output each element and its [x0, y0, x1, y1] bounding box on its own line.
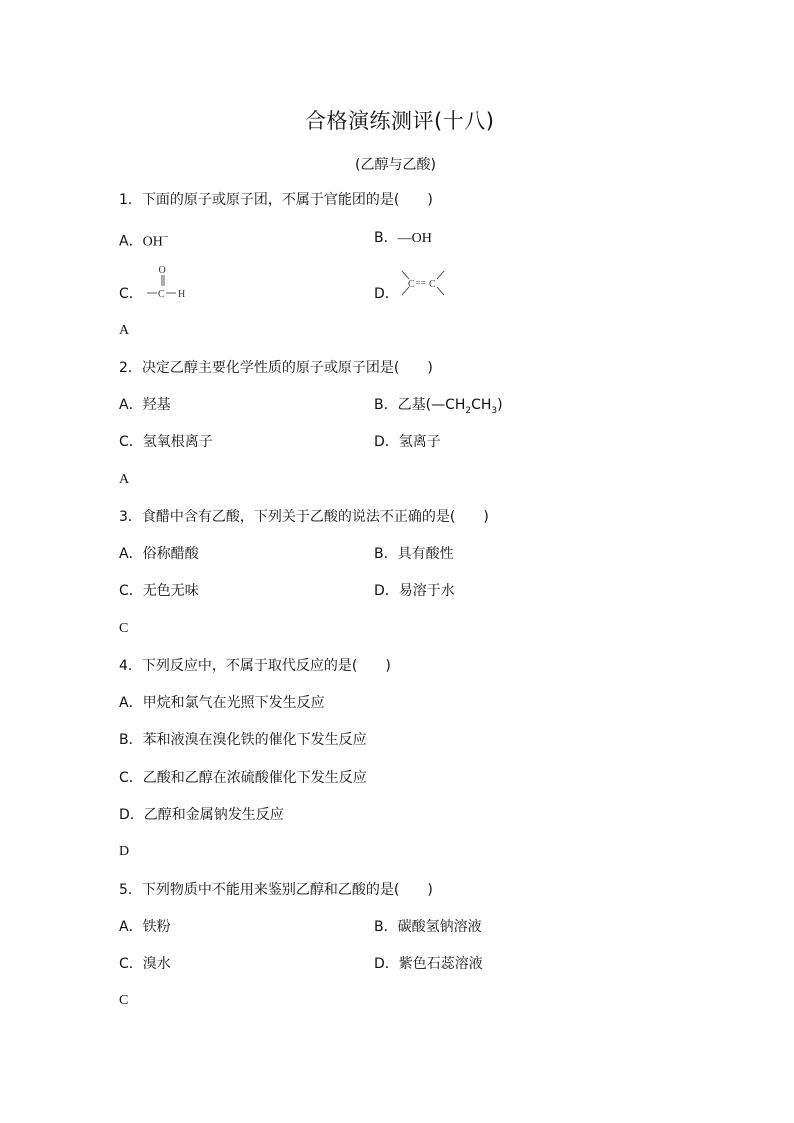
- option-letter: A．: [119, 233, 143, 250]
- option-letter: B．: [374, 230, 398, 246]
- oxygen-atom: O: [158, 265, 166, 276]
- question-1-option-d-letter: D．: [374, 286, 399, 302]
- bond-line: [437, 271, 444, 279]
- question-1-option-a: [119, 229, 168, 252]
- question-3-option-c: C．无色无味: [119, 583, 199, 599]
- subscript: 2: [465, 405, 472, 416]
- aldehyde-group-structure: [143, 262, 193, 304]
- question-4-option-b: B．苯和液溴在溴化铁的催化下发生反应: [119, 732, 367, 748]
- question-5-option-d: D．紫色石蕊溶液: [374, 956, 483, 972]
- hydrogen-atom: H: [178, 289, 186, 300]
- page-subtitle: (乙醇与乙酸): [355, 157, 436, 173]
- formula-part: ): [497, 397, 503, 413]
- charge-superscript: −: [162, 232, 169, 243]
- question-3-option-d: D．易溶于水: [374, 583, 455, 599]
- question-3-option-a: A．俗称醋酸: [119, 546, 199, 562]
- formula-part: 乙基(—CH: [397, 397, 466, 413]
- question-2-stem: 2．决定乙醇主要化学性质的原子或原子团是( ): [119, 360, 433, 376]
- carbon-atom: C: [158, 289, 165, 300]
- hydroxyl-formula: —OH: [397, 231, 432, 246]
- question-5-answer: C: [119, 993, 129, 1008]
- bond-line: [402, 271, 409, 279]
- question-5-option-b: B．碳酸氢钠溶液: [374, 919, 482, 935]
- question-3-option-b: B．具有酸性: [374, 546, 454, 562]
- question-4-option-a: A．甲烷和氯气在光照下发生反应: [119, 695, 325, 711]
- question-2-option-a: A．羟基: [119, 397, 171, 413]
- question-4-option-d: D．乙醇和金属钠发生反应: [119, 807, 284, 823]
- double-bond-symbol: ==: [415, 278, 426, 288]
- page-title: 合格演练测评(十八): [305, 109, 495, 133]
- question-1-option-b: [374, 229, 432, 248]
- question-4-answer: D: [119, 844, 130, 859]
- question-1-stem: 1．下面的原子或原子团，不属于官能团的是( ): [119, 192, 433, 208]
- alkene-double-bond-structure: [398, 266, 448, 300]
- question-1-option-c-letter: C．: [119, 286, 143, 302]
- question-3-answer: C: [119, 621, 129, 636]
- carbon-atom: C: [429, 279, 436, 290]
- question-4-stem: 4．下列反应中，不属于取代反应的是( ): [119, 658, 391, 674]
- question-5-option-a: A．铁粉: [119, 919, 171, 935]
- question-4-option-c: C．乙酸和乙醇在浓硫酸催化下发生反应: [119, 770, 367, 786]
- formula-part: CH: [471, 397, 492, 413]
- question-5-stem: 5．下列物质中不能用来鉴别乙醇和乙酸的是( ): [119, 882, 433, 898]
- bond-line: [437, 287, 444, 295]
- question-2-answer: A: [119, 472, 130, 487]
- option-letter: B．: [374, 397, 398, 413]
- question-5-option-c: C．溴水: [119, 956, 171, 972]
- question-2-option-c: C．氢氧根离子: [119, 434, 213, 450]
- question-2-option-b: [374, 396, 503, 420]
- subscript: 3: [491, 405, 498, 416]
- question-1-answer: A: [119, 323, 130, 338]
- carbon-atom: C: [408, 279, 415, 290]
- hydroxide-formula: OH: [142, 234, 163, 250]
- question-2-option-d: D．氢离子: [374, 434, 441, 450]
- question-3-stem: 3．食醋中含有乙酸，下列关于乙酸的说法不正确的是( ): [119, 509, 489, 525]
